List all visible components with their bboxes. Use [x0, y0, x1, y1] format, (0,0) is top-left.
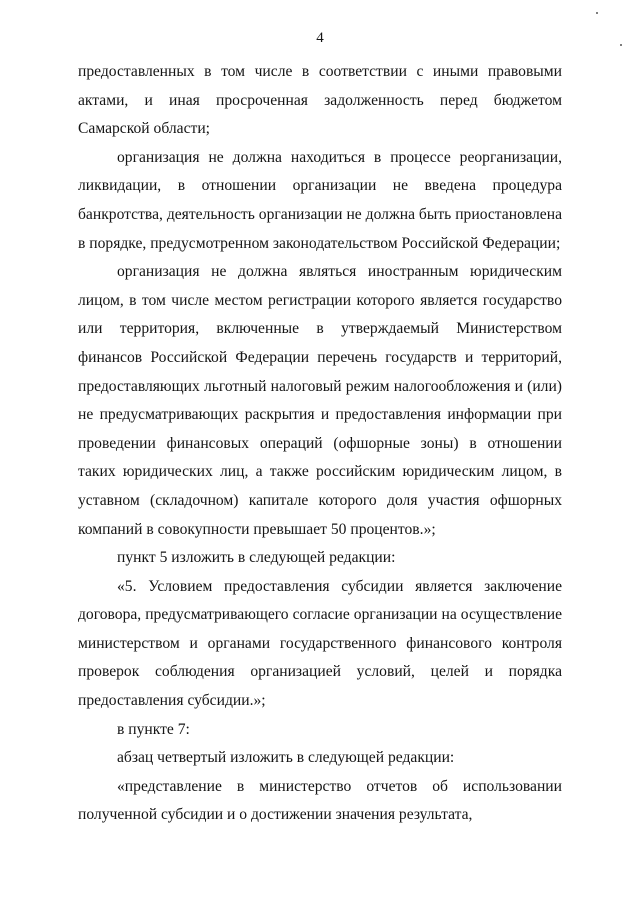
- scan-speck: [620, 44, 622, 46]
- paragraph-7: абзац четвертый изложить в следующей редакции:: [117, 749, 455, 767]
- paragraph-1: предоставленных в том числе в соответствии с иными правовыми актами, и иная просроченная задолженность перед бюджетом Самарской области;: [78, 63, 562, 138]
- paragraph-5: «5. Условием предоставления субсидии является заключение договора, предусматривающего согласие организации на осуществление министерством и органами государственного финансового контроля проверок соблюдения организацией условий, целей и порядка предоставления субсидии.»;: [78, 577, 562, 710]
- paragraph-3: организация не должна являться иностранным юридическим лицом, в том числе местом регистрации которого является государство или территория, включенные в утверждаемый Министерством финансов Российской Федерации перечень государств и территорий, предоставляющих льготный налоговый режим налогообложения и (или) не предусматривающих раскрытия и предоставления информации при проведении финансовых операций (офшорные зоны) в отношении таких юридических лиц, а также российским юридическим лицом, в уставном (складочном) капитале которого доля участия офшорных компаний в совокупности превышает 50 процентов.»;: [78, 263, 562, 538]
- scan-speck: [596, 12, 598, 14]
- page-number: 4: [316, 30, 324, 46]
- paragraph-4: пункт 5 изложить в следующей редакции:: [117, 549, 396, 567]
- paragraph-8: «представление в министерство отчетов об использовании полученной субсидии и о достижении значения результата,: [78, 777, 562, 824]
- paragraph-2: организация не должна находиться в процессе реорганизации, ликвидации, в отношении организации не введена процедура банкротства, деятельность организации не должна быть приостановлена в порядке, предусмотренном законодательством Российской Федерации;: [78, 148, 562, 252]
- paragraph-6: в пункте 7:: [117, 720, 190, 738]
- document-body: [78, 58, 562, 830]
